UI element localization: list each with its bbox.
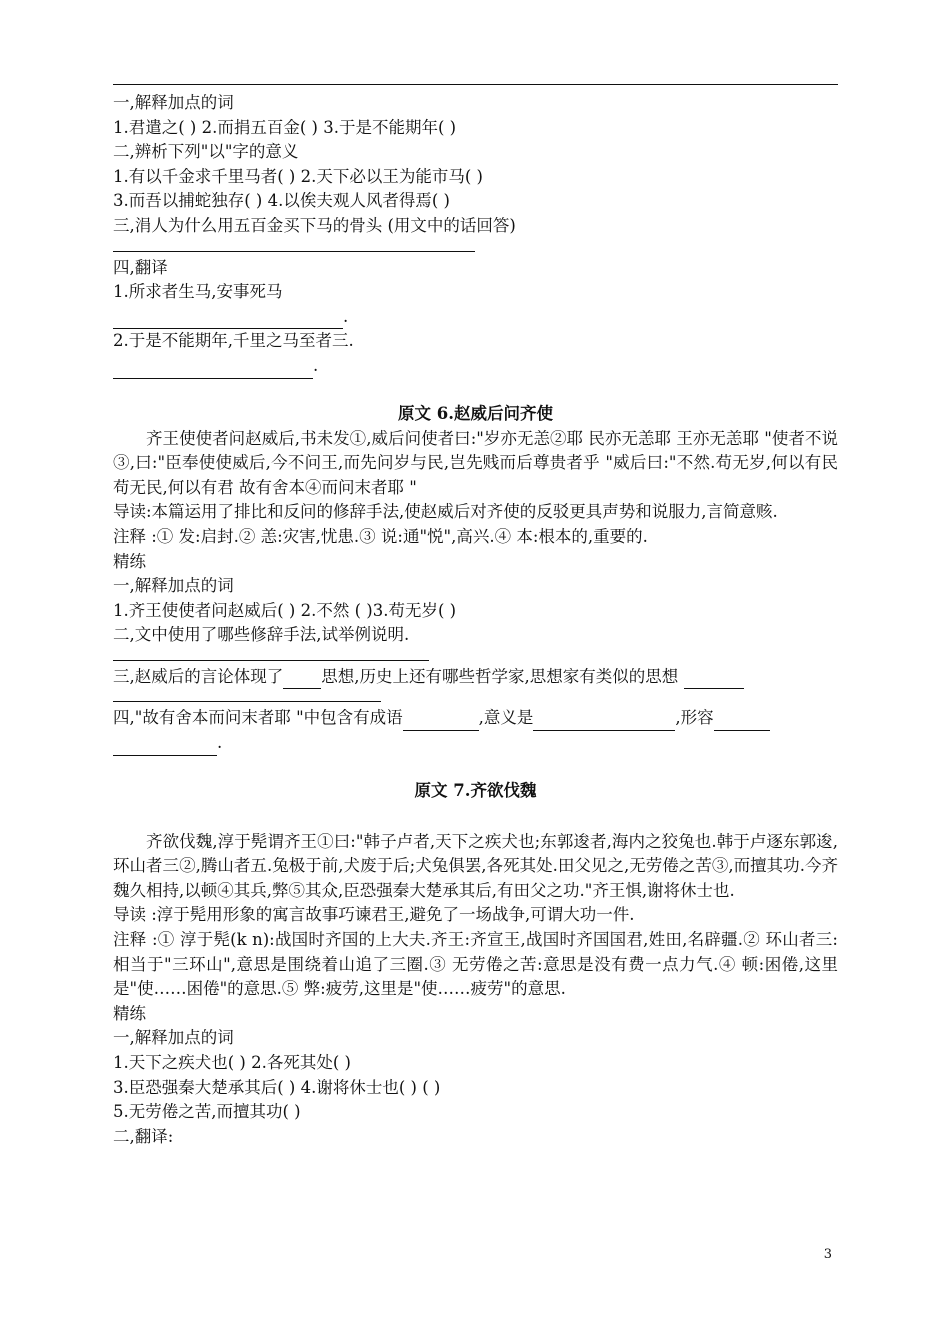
q1-items: 1.君遣之( ) 2.而捐五百金( ) 3.于是不能期年( )	[113, 117, 457, 137]
answer-blank[interactable]	[684, 672, 744, 689]
page-number: 3	[823, 1247, 832, 1262]
guide-6: 导读:本篇运用了排比和反问的修辞手法,使赵威后对齐使的反驳更具声势和说服力,言简意赅.	[113, 502, 778, 522]
q2-items-a: 1.有以千金求千里马者( ) 2.天下必以王为能市马( )	[113, 166, 483, 186]
q2-heading-7: 二,翻译:	[113, 1126, 174, 1146]
q3-heading: 三,涓人为什么用五百金买下马的骨头 (用文中的话回答)	[113, 215, 516, 235]
q4-line-6: 四,"故有舍本而问末者耶 "中包含有成语 ,意义是 ,形容	[113, 706, 838, 731]
answer-blank[interactable]	[113, 739, 217, 756]
translate-answer-1: .	[113, 305, 838, 330]
q1-heading-6: 一,解释加点的词	[113, 576, 234, 596]
notes-6: 注释 :① 发:启封.② 恙:灾害,忧患.③ 说:通"悦",高兴.④ 本:根本的,重要的.	[113, 526, 648, 546]
q4-line-6-end: .	[113, 731, 838, 756]
answer-line[interactable]	[113, 239, 475, 252]
document-page	[113, 84, 838, 1149]
q2-items-b: 3.而吾以捕蛇独存( ) 4.以俟夫观人风者得焉( )	[113, 191, 450, 211]
passage-7: 齐欲伐魏,淳于髡谓齐王①曰:"韩子卢者,天下之疾犬也;东郭逡者,海内之狡兔也.韩于卢逐东郭逡,环山者三②,腾山者五.兔极于前,犬废于后;犬兔俱罢,各死其处.田父见之,无劳倦之苦③,而擅其功.今齐魏久相持,以顿④其兵,弊⑤其众,臣恐强秦大楚承其后,有田父之功."齐王惧,谢将休士也.	[113, 831, 838, 900]
q1-items-6: 1.齐王使使者问赵威后( ) 2.不然 ( )3.苟无岁( )	[113, 600, 457, 620]
answer-line[interactable]	[113, 689, 381, 702]
q1-items-7b: 3.臣恐强秦大楚承其后( ) 4.谢将休士也( ) ( )	[113, 1077, 441, 1097]
q2-heading-6: 二,文中使用了哪些修辞手法,试举例说明.	[113, 625, 410, 645]
guide-7: 导读 :淳于髡用形象的寓言故事巧谏君王,避免了一场战争,可谓大功一件.	[113, 905, 635, 925]
q2-heading: 二,辨析下列"以"字的意义	[113, 142, 299, 162]
practice-heading-6: 精练	[113, 551, 146, 571]
answer-blank[interactable]	[113, 362, 313, 379]
q3-line-6: 三,赵威后的言论体现了 思想,历史上还有哪些哲学家,思想家有类似的思想	[113, 665, 838, 690]
q1-heading-7: 一,解释加点的词	[113, 1028, 234, 1048]
translate-item-2: 2.于是不能期年,千里之马至者三.	[113, 331, 354, 351]
notes-7: 注释 :① 淳于髡(k n):战国时齐国的上大夫.齐王:齐宣王,战国时齐国国君,姓田,名辟疆.② 环山者三:相当于"三环山",意思是围绕着山追了三圈.③ 无劳倦之苦:意思是没有费一点力气.④ 顿:困倦,这里是"使……困倦"的意思.⑤ 弊:疲劳,这里是"使……疲劳"的意思.	[113, 930, 838, 999]
answer-blank[interactable]	[714, 714, 770, 731]
answer-blank[interactable]	[403, 714, 479, 731]
q1-heading: 一,解释加点的词	[113, 93, 234, 112]
passage-6: 齐王使使者问赵威后,书未发①,威后问使者曰:"岁亦无恙②耶 民亦无恙耶 王亦无恙耶 "使者不说③,曰:"臣奉使使威后,今不问王,而先问岁与民,岂先贱而后尊贵者乎 "威后曰:"不然.苟无岁,何以有民 苟无民,何以有君 故有舍本④而问末者耶 "	[113, 428, 838, 497]
q1-items-7a: 1.天下之疾犬也( ) 2.各死其处( )	[113, 1053, 351, 1072]
answer-line[interactable]	[113, 648, 429, 661]
top-rule	[113, 84, 838, 85]
section-title-6: 原文 6.赵威后问齐使	[398, 403, 553, 423]
q4-heading: 四,翻译	[113, 257, 168, 277]
answer-blank[interactable]	[533, 714, 675, 731]
practice-heading-7: 精练	[113, 1003, 146, 1023]
translate-answer-2: .	[113, 354, 838, 379]
section-title-7: 原文 7.齐欲伐魏	[414, 780, 537, 800]
q1-items-7c: 5.无劳倦之苦,而擅其功( )	[113, 1102, 301, 1122]
translate-item-1: 1.所求者生马,安事死马	[113, 282, 283, 302]
answer-blank[interactable]	[113, 312, 343, 329]
answer-blank[interactable]	[283, 672, 321, 689]
